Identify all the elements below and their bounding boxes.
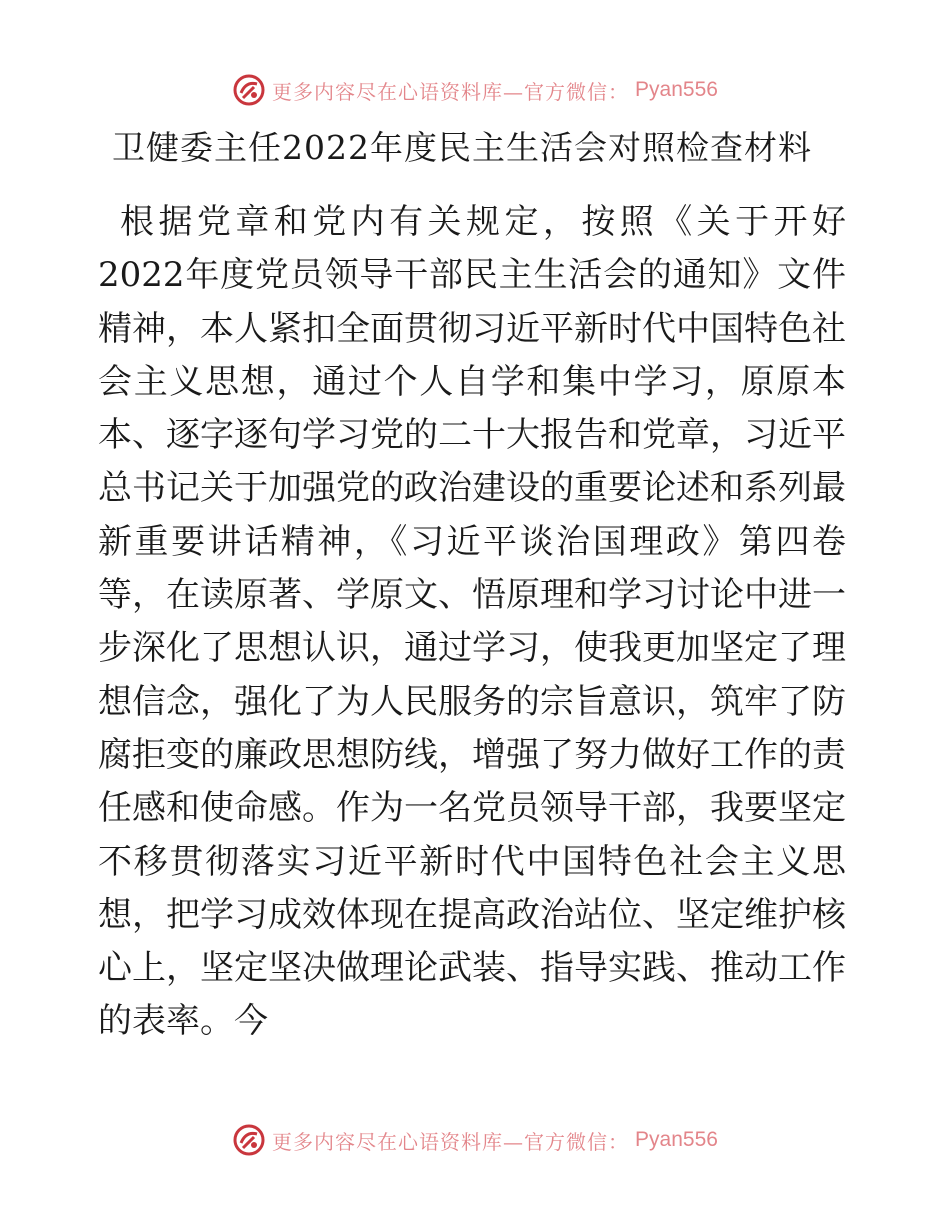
watermark-banner-top: [0, 70, 950, 110]
red-swirl-logo-icon: [232, 1123, 266, 1157]
watermark-wechat-id: Pyan556: [635, 1128, 718, 1151]
red-swirl-logo-icon: [232, 73, 266, 107]
document-title: 卫健委主任2022年度民主生活会对照检查材料: [112, 128, 812, 167]
watermark-wechat-id: Pyan556: [635, 78, 718, 101]
watermark-banner-bottom: [0, 1120, 950, 1160]
document-paragraph: 根据党章和党内有关规定，按照《关于开好2022年度党员领导干部民主生活会的通知》文件精神，本人紧扣全面贯彻习近平新时代中国特色社会主义思想，通过个人自学和集中学习，原原本本、逐字逐句学习党的二十大报告和党章，习近平总书记关于加强党的政治建设的重要论述和系列最新重要讲话精神，《习近平谈治国理政》第四卷等，在读原著、学原文、悟原理和学习讨论中进一步深化了思想认识，通过学习，使我更加坚定了理想信念，强化了为人民服务的宗旨意识，筑牢了防腐拒变的廉政思想防线，增强了努力做好工作的责任感和使命感。作为一名党员领导干部，我要坚定不移贯彻落实习近平新时代中国特色社会主义思想，把学习成效体现在提高政治站位、坚定维护核心上，坚定坚决做理论武装、指导实践、推动工作的表率。今: [98, 202, 846, 1042]
watermark-text: 更多内容尽在心语资料库—官方微信：: [272, 79, 630, 104]
watermark-text: 更多内容尽在心语资料库—官方微信：: [272, 1129, 630, 1154]
